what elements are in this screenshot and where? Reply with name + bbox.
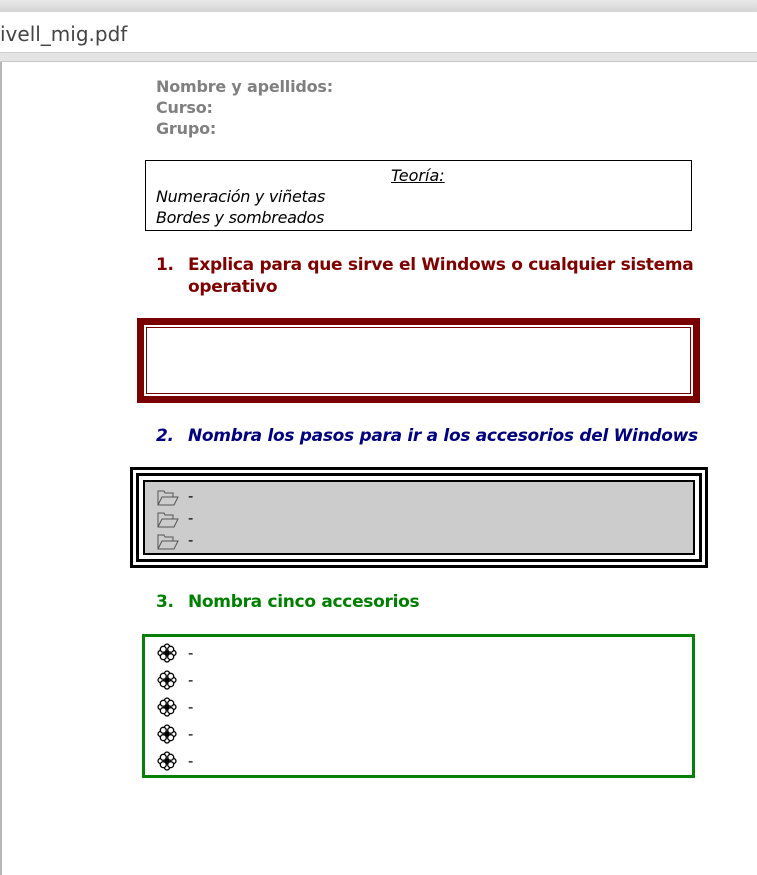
answer-placeholder: - bbox=[188, 672, 194, 689]
group-label: Grupo: bbox=[156, 119, 217, 138]
question-number: 1. bbox=[156, 255, 174, 275]
folder-icon bbox=[157, 490, 179, 506]
toolbar-separator bbox=[0, 53, 757, 62]
answer-box-1 bbox=[137, 318, 700, 403]
flower-icon bbox=[157, 643, 177, 663]
flower-icon bbox=[157, 751, 177, 771]
flower-icon bbox=[157, 697, 177, 717]
document-title-bar bbox=[0, 12, 757, 53]
answer-placeholder: - bbox=[188, 488, 194, 505]
question-text: Explica para que sirve el Windows o cualquier sistema operativo bbox=[188, 255, 694, 297]
question-number: 3. bbox=[156, 592, 174, 612]
folder-icon bbox=[157, 512, 179, 528]
answer-placeholder: - bbox=[188, 726, 194, 743]
answer-box-2 bbox=[130, 467, 708, 568]
answer-placeholder: - bbox=[188, 645, 194, 662]
answer-placeholder: - bbox=[188, 753, 194, 770]
theory-item: Bordes y sombreados bbox=[156, 208, 324, 227]
question-text: Nombra los pasos para ir a los accesorios del Windows bbox=[188, 426, 698, 446]
answer-box-3 bbox=[142, 634, 695, 778]
answer-box-1-inner-border bbox=[146, 327, 691, 394]
theory-box bbox=[145, 160, 692, 231]
answer-placeholder: - bbox=[188, 510, 194, 527]
folder-icon bbox=[157, 534, 179, 550]
document-filename: ivell_mig.pdf bbox=[0, 22, 128, 46]
theory-title: Teoría: bbox=[391, 166, 445, 185]
course-label: Curso: bbox=[156, 98, 213, 117]
flower-icon bbox=[157, 724, 177, 744]
answer-placeholder: - bbox=[188, 532, 194, 549]
flower-icon bbox=[157, 670, 177, 690]
name-label: Nombre y apellidos: bbox=[156, 77, 333, 96]
question-number: 2. bbox=[156, 426, 174, 446]
student-info bbox=[156, 76, 333, 139]
question-text: Nombra cinco accesorios bbox=[188, 592, 420, 612]
answer-box-2-shaded-area bbox=[143, 480, 695, 555]
answer-placeholder: - bbox=[188, 699, 194, 716]
theory-item: Numeración y viñetas bbox=[156, 187, 326, 206]
